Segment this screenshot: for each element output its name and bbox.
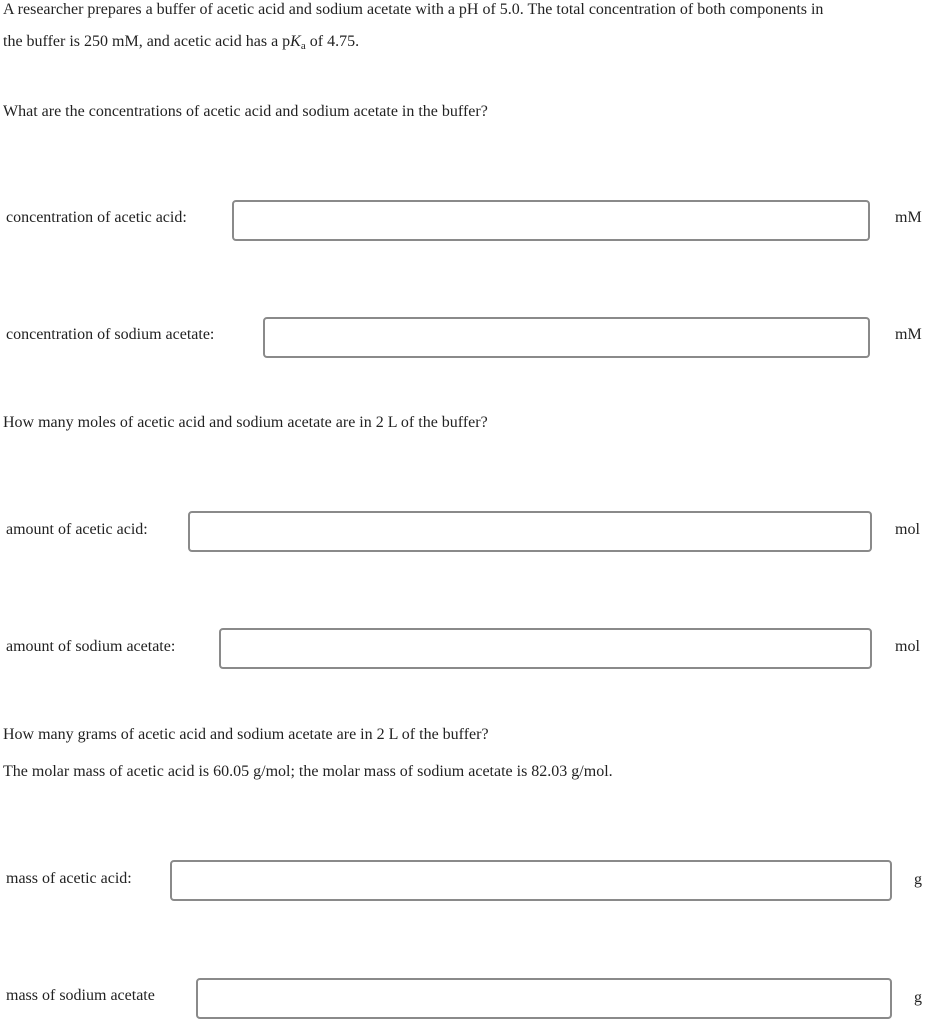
sodium-acetate-concentration-input[interactable] [263, 317, 870, 358]
acetic-acid-concentration-input[interactable] [232, 200, 870, 241]
intro-text-end: of 4.75. [305, 33, 360, 50]
molar-mass-note: The molar mass of acetic acid is 60.05 g/mol; the molar mass of sodium acetate is 82.03 g/mol. [3, 763, 613, 780]
unit-label: g [914, 871, 922, 888]
field-label: mass of sodium acetate [6, 987, 155, 1004]
unit-label: mM [895, 326, 922, 343]
question-2: How many moles of acetic acid and sodium acetate are in 2 L of the buffer? [3, 414, 488, 431]
field-label: concentration of sodium acetate: [6, 326, 215, 343]
sodium-acetate-mass-input[interactable] [196, 978, 892, 1019]
unit-label: mM [895, 209, 922, 226]
intro-text: the buffer is 250 mM, and acetic acid has a p [3, 33, 291, 50]
acetic-acid-mass-input[interactable] [170, 860, 892, 901]
intro-line-2 [3, 32, 359, 56]
pka-sub: a [300, 40, 306, 52]
question-1: What are the concentrations of acetic acid and sodium acetate in the buffer? [3, 103, 488, 120]
acetic-acid-moles-input[interactable] [188, 511, 872, 552]
sodium-acetate-moles-input[interactable] [219, 628, 872, 669]
unit-label: g [914, 989, 922, 1006]
unit-label: mol [895, 521, 920, 538]
pka-k: K [290, 33, 301, 50]
unit-label: mol [895, 638, 920, 655]
field-label: concentration of acetic acid: [6, 209, 187, 226]
field-label: amount of sodium acetate: [6, 638, 176, 655]
intro-line-1: A researcher prepares a buffer of acetic acid and sodium acetate with a pH of 5.0. The total concentration of both components in [3, 1, 824, 18]
field-label: mass of acetic acid: [6, 870, 132, 887]
field-label: amount of acetic acid: [6, 521, 148, 538]
question-3: How many grams of acetic acid and sodium acetate are in 2 L of the buffer? [3, 726, 489, 743]
